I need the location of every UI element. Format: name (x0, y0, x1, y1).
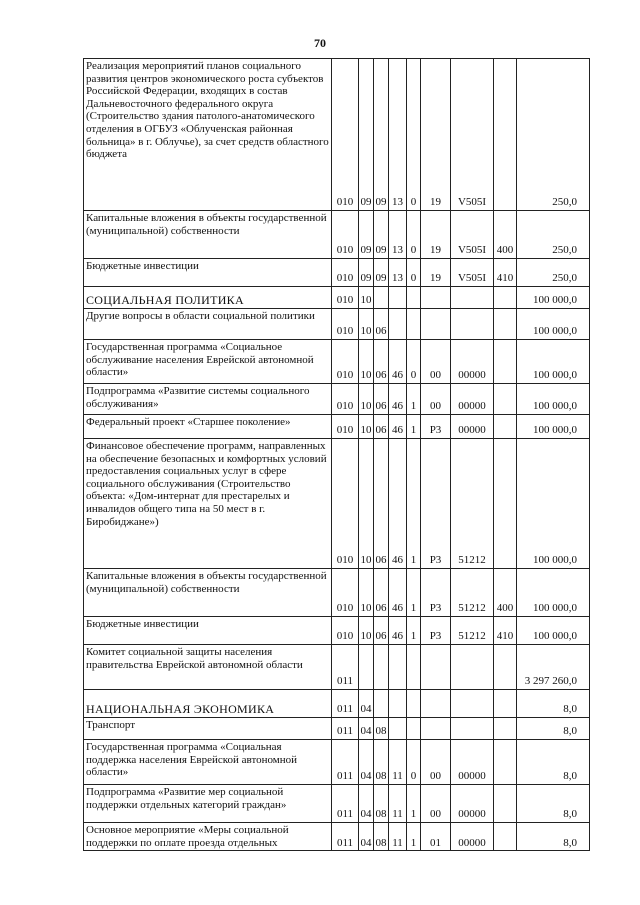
program-code: 46 (389, 439, 407, 569)
subprogram-code: 0 (407, 740, 421, 785)
amount: 100 000,0 (517, 439, 590, 569)
row-name: НАЦИОНАЛЬНАЯ ЭКОНОМИКА (84, 690, 332, 718)
row-name: Подпрограмма «Развитие мер социальной поддержки отдельных категорий граждан» (84, 785, 332, 823)
table-row (84, 569, 590, 617)
table-row (84, 617, 590, 645)
event-code: 19 (421, 59, 451, 211)
grbs-code: 010 (332, 384, 359, 415)
grbs-code: 011 (332, 718, 359, 740)
grbs-code: 010 (332, 340, 359, 384)
expense-type-code (494, 823, 517, 851)
podrazdel-code: 08 (374, 718, 389, 740)
expense-type-code (494, 384, 517, 415)
table-row (84, 340, 590, 384)
amount: 3 297 260,0 (517, 645, 590, 690)
subprogram-code: 1 (407, 823, 421, 851)
program-code: 46 (389, 384, 407, 415)
direction-code: 00000 (451, 823, 494, 851)
podrazdel-code: 06 (374, 309, 389, 340)
row-name: Государственная программа «Социальное обслуживание населения Еврейской автономной области» (84, 340, 332, 384)
expense-type-code (494, 740, 517, 785)
direction-code (451, 690, 494, 718)
razdel-code: 09 (359, 259, 374, 287)
grbs-code: 010 (332, 287, 359, 309)
direction-code: 00000 (451, 415, 494, 439)
razdel-code: 10 (359, 309, 374, 340)
amount: 100 000,0 (517, 384, 590, 415)
program-code: 46 (389, 340, 407, 384)
program-code: 11 (389, 740, 407, 785)
subprogram-code: 1 (407, 415, 421, 439)
event-code: P3 (421, 439, 451, 569)
row-name: Финансовое обеспечение программ, направленных на обеспечение безопасных и комфортных условий предоставления социальных услуг в сфере социального обслуживания (Строительство объекта: «Дом-интернат для престарелых и инвалидов общего типа на 50 мест в г. Биробиджане») (84, 439, 332, 569)
expense-type-code (494, 309, 517, 340)
direction-code: 00000 (451, 384, 494, 415)
grbs-code: 010 (332, 415, 359, 439)
event-code (421, 690, 451, 718)
podrazdel-code: 09 (374, 211, 389, 259)
subprogram-code: 1 (407, 617, 421, 645)
program-code: 46 (389, 415, 407, 439)
amount: 250,0 (517, 211, 590, 259)
program-code (389, 690, 407, 718)
subprogram-code: 1 (407, 569, 421, 617)
razdel-code: 04 (359, 690, 374, 718)
podrazdel-code: 09 (374, 259, 389, 287)
expense-type-code: 400 (494, 569, 517, 617)
table-row (84, 439, 590, 569)
amount: 8,0 (517, 690, 590, 718)
event-code: 00 (421, 740, 451, 785)
amount: 8,0 (517, 740, 590, 785)
grbs-code: 010 (332, 569, 359, 617)
podrazdel-code: 06 (374, 384, 389, 415)
subprogram-code: 0 (407, 340, 421, 384)
table-row (84, 718, 590, 740)
expense-type-code (494, 415, 517, 439)
row-name: Транспорт (84, 718, 332, 740)
grbs-code: 011 (332, 785, 359, 823)
expense-type-code (494, 439, 517, 569)
subprogram-code: 1 (407, 785, 421, 823)
table-row (84, 785, 590, 823)
subprogram-code: 0 (407, 211, 421, 259)
row-name: Комитет социальной защиты населения правительства Еврейской автономной области (84, 645, 332, 690)
direction-code (451, 309, 494, 340)
amount: 250,0 (517, 59, 590, 211)
grbs-code: 010 (332, 59, 359, 211)
event-code (421, 309, 451, 340)
row-name: Реализация мероприятий планов социального развития центров экономического роста субъектов Российской Федерации, входящих в состав Дальневосточного федерального округа (Строительство здания патолого-анатомического отделения в ОГБУЗ «Облученская районная больница» в г. Облучье), за счет средств областного бюджета (84, 59, 332, 211)
program-code: 11 (389, 785, 407, 823)
program-code (389, 309, 407, 340)
table-row (84, 211, 590, 259)
event-code (421, 718, 451, 740)
razdel-code: 04 (359, 718, 374, 740)
amount: 100 000,0 (517, 340, 590, 384)
direction-code: 51212 (451, 439, 494, 569)
razdel-code: 09 (359, 211, 374, 259)
podrazdel-code: 08 (374, 740, 389, 785)
direction-code: V505I (451, 259, 494, 287)
expense-type-code (494, 287, 517, 309)
direction-code: 51212 (451, 569, 494, 617)
direction-code: 00000 (451, 340, 494, 384)
subprogram-code (407, 690, 421, 718)
amount: 250,0 (517, 259, 590, 287)
subprogram-code: 0 (407, 59, 421, 211)
event-code: 19 (421, 259, 451, 287)
amount: 100 000,0 (517, 617, 590, 645)
podrazdel-code: 08 (374, 823, 389, 851)
direction-code (451, 718, 494, 740)
grbs-code: 010 (332, 309, 359, 340)
razdel-code: 04 (359, 785, 374, 823)
expense-type-code (494, 340, 517, 384)
grbs-code: 011 (332, 823, 359, 851)
event-code (421, 287, 451, 309)
amount: 100 000,0 (517, 287, 590, 309)
event-code: P3 (421, 415, 451, 439)
direction-code (451, 287, 494, 309)
expense-type-code (494, 645, 517, 690)
podrazdel-code (374, 645, 389, 690)
table-row (84, 384, 590, 415)
event-code: 19 (421, 211, 451, 259)
table-row (84, 287, 590, 309)
podrazdel-code: 06 (374, 439, 389, 569)
row-name: Основное мероприятие «Меры социальной поддержки по оплате проезда отдельных (84, 823, 332, 851)
budget-table (83, 58, 590, 851)
subprogram-code (407, 645, 421, 690)
table-row (84, 645, 590, 690)
amount: 100 000,0 (517, 309, 590, 340)
row-name: Государственная программа «Социальная поддержка населения Еврейской автономной области» (84, 740, 332, 785)
program-code (389, 718, 407, 740)
row-name: Другие вопросы в области социальной политики (84, 309, 332, 340)
table-row (84, 309, 590, 340)
event-code (421, 645, 451, 690)
grbs-code: 011 (332, 690, 359, 718)
row-name: Капитальные вложения в объекты государственной (муниципальной) собственности (84, 211, 332, 259)
amount: 8,0 (517, 785, 590, 823)
amount: 100 000,0 (517, 569, 590, 617)
subprogram-code: 1 (407, 384, 421, 415)
podrazdel-code: 06 (374, 340, 389, 384)
grbs-code: 010 (332, 439, 359, 569)
program-code (389, 287, 407, 309)
grbs-code: 011 (332, 740, 359, 785)
subprogram-code: 1 (407, 439, 421, 569)
table-body (84, 59, 590, 851)
page-number: 70 (314, 36, 326, 50)
row-name: Федеральный проект «Старшее поколение» (84, 415, 332, 439)
program-code: 13 (389, 211, 407, 259)
razdel-code: 10 (359, 617, 374, 645)
expense-type-code (494, 785, 517, 823)
podrazdel-code: 06 (374, 617, 389, 645)
grbs-code: 010 (332, 211, 359, 259)
expense-type-code (494, 59, 517, 211)
direction-code: 51212 (451, 617, 494, 645)
razdel-code (359, 645, 374, 690)
razdel-code: 09 (359, 59, 374, 211)
expense-type-code: 410 (494, 617, 517, 645)
direction-code: 00000 (451, 785, 494, 823)
event-code: P3 (421, 617, 451, 645)
razdel-code: 04 (359, 823, 374, 851)
table-row (84, 259, 590, 287)
program-code: 46 (389, 569, 407, 617)
podrazdel-code: 09 (374, 59, 389, 211)
table-row (84, 690, 590, 718)
direction-code: V505I (451, 59, 494, 211)
subprogram-code (407, 287, 421, 309)
table-row (84, 415, 590, 439)
podrazdel-code (374, 690, 389, 718)
expense-type-code (494, 718, 517, 740)
amount: 8,0 (517, 823, 590, 851)
razdel-code: 10 (359, 415, 374, 439)
razdel-code: 10 (359, 340, 374, 384)
direction-code: V505I (451, 211, 494, 259)
program-code: 13 (389, 59, 407, 211)
subprogram-code: 0 (407, 259, 421, 287)
row-name: Бюджетные инвестиции (84, 617, 332, 645)
direction-code (451, 645, 494, 690)
table-row (84, 740, 590, 785)
grbs-code: 010 (332, 617, 359, 645)
amount: 8,0 (517, 718, 590, 740)
event-code: 00 (421, 384, 451, 415)
program-code: 11 (389, 823, 407, 851)
subprogram-code (407, 309, 421, 340)
podrazdel-code: 06 (374, 569, 389, 617)
direction-code: 00000 (451, 740, 494, 785)
program-code: 46 (389, 617, 407, 645)
podrazdel-code (374, 287, 389, 309)
razdel-code: 10 (359, 384, 374, 415)
grbs-code: 011 (332, 645, 359, 690)
razdel-code: 10 (359, 569, 374, 617)
event-code: P3 (421, 569, 451, 617)
razdel-code: 10 (359, 287, 374, 309)
event-code: 00 (421, 340, 451, 384)
event-code: 00 (421, 785, 451, 823)
expense-type-code: 410 (494, 259, 517, 287)
row-name: Бюджетные инвестиции (84, 259, 332, 287)
razdel-code: 04 (359, 740, 374, 785)
row-name: Капитальные вложения в объекты государственной (муниципальной) собственности (84, 569, 332, 617)
expense-type-code: 400 (494, 211, 517, 259)
table-row (84, 823, 590, 851)
amount: 100 000,0 (517, 415, 590, 439)
table-row (84, 59, 590, 211)
event-code: 01 (421, 823, 451, 851)
program-code (389, 645, 407, 690)
razdel-code: 10 (359, 439, 374, 569)
program-code: 13 (389, 259, 407, 287)
subprogram-code (407, 718, 421, 740)
podrazdel-code: 06 (374, 415, 389, 439)
podrazdel-code: 08 (374, 785, 389, 823)
row-name: СОЦИАЛЬНАЯ ПОЛИТИКА (84, 287, 332, 309)
row-name: Подпрограмма «Развитие системы социального обслуживания» (84, 384, 332, 415)
grbs-code: 010 (332, 259, 359, 287)
expense-type-code (494, 690, 517, 718)
